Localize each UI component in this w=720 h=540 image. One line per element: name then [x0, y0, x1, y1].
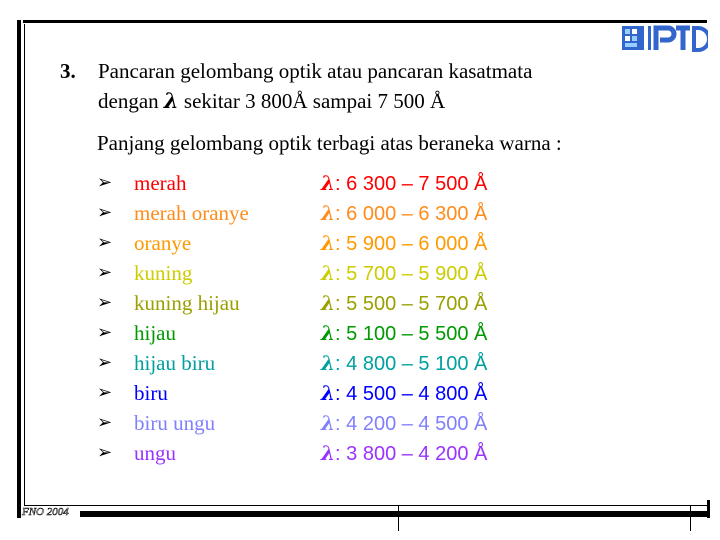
frame-left-line	[17, 20, 21, 518]
wavelength-range	[321, 408, 487, 439]
color-name: biru	[134, 381, 168, 405]
heading-line-1	[60, 56, 532, 86]
logo-icon	[620, 22, 708, 54]
frame-left-thin-line	[24, 24, 25, 506]
wavelength-range-text: : 5 500 – 5 700 Å	[335, 293, 488, 315]
color-range-item	[97, 378, 657, 408]
frame-top-line	[23, 20, 707, 23]
heading-number: 3.	[60, 59, 76, 83]
arrow-bullet-icon: ➢	[97, 322, 113, 343]
wavelength-range	[321, 318, 487, 349]
color-name: oranye	[134, 231, 192, 255]
lambda-symbol: λ	[163, 88, 179, 113]
wavelength-range-text: : 6 000 – 6 300 Å	[335, 203, 488, 225]
wavelength-range	[321, 348, 487, 379]
frame-bottom-line	[80, 511, 710, 517]
arrow-bullet-icon: ➢	[97, 412, 113, 433]
lambda-symbol: λ	[321, 351, 336, 375]
color-range-item	[97, 288, 657, 318]
color-range-item	[97, 348, 657, 378]
color-range-item	[97, 168, 657, 198]
wavelength-range-text: : 4 200 – 4 500 Å	[335, 413, 488, 435]
heading-line-2-prefix: dengan	[98, 89, 159, 113]
lambda-symbol: λ	[321, 201, 336, 225]
lambda-symbol: λ	[321, 261, 336, 285]
lambda-symbol: λ	[321, 231, 336, 255]
color-range-item	[97, 408, 657, 438]
frame-tick-mid	[398, 505, 399, 531]
color-range-item	[97, 438, 657, 468]
color-name: hijau	[134, 321, 176, 345]
arrow-bullet-icon: ➢	[97, 172, 113, 193]
heading	[60, 56, 532, 116]
wavelength-range-text: : 5 100 – 5 500 Å	[335, 323, 488, 345]
frame-tick-right	[690, 505, 691, 531]
wavelength-range-text: : 6 300 – 7 500 Å	[335, 173, 488, 195]
arrow-bullet-icon: ➢	[97, 262, 113, 283]
lambda-symbol: λ	[321, 441, 336, 465]
arrow-bullet-icon: ➢	[97, 352, 113, 373]
arrow-bullet-icon: ➢	[97, 232, 113, 253]
intro-text: Panjang gelombang optik terbagi atas beraneka warna :	[97, 131, 562, 155]
frame-right-tick	[707, 500, 710, 518]
color-range-item	[97, 228, 657, 258]
color-name: biru ungu	[134, 411, 216, 435]
heading-line-1-text: Pancaran gelombang optik atau pancaran kasatmata	[98, 59, 533, 83]
lambda-symbol: λ	[321, 321, 336, 345]
arrow-bullet-icon: ➢	[97, 442, 113, 463]
wavelength-range	[321, 438, 487, 469]
wavelength-range-text: : 3 800 – 4 200 Å	[335, 443, 488, 465]
color-name: merah	[134, 171, 187, 195]
color-range-item	[97, 198, 657, 228]
arrow-bullet-icon: ➢	[97, 382, 113, 403]
wavelength-range	[321, 378, 487, 409]
wavelength-range	[321, 228, 487, 259]
heading-line-2	[60, 86, 532, 116]
arrow-bullet-icon: ➢	[97, 202, 113, 223]
heading-line-2-suffix: sekitar 3 800Å sampai 7 500 Å	[183, 89, 446, 113]
lambda-symbol: λ	[321, 171, 336, 195]
color-name: hijau biru	[134, 351, 216, 375]
wavelength-range-text: : 5 700 – 5 900 Å	[335, 263, 488, 285]
color-name: kuning	[134, 261, 193, 285]
frame-bottom-thin-line	[24, 505, 708, 506]
wavelength-range	[321, 168, 487, 199]
wavelength-range	[321, 198, 487, 229]
wavelength-range-text: : 5 900 – 6 000 Å	[335, 233, 488, 255]
arrow-bullet-icon: ➢	[97, 292, 113, 313]
wavelength-range	[321, 288, 487, 319]
color-range-list	[97, 168, 657, 468]
color-name: ungu	[134, 441, 176, 465]
lambda-symbol: λ	[321, 291, 336, 315]
lambda-symbol: λ	[321, 381, 336, 405]
footer-text: FNO 2004	[22, 506, 69, 518]
wavelength-range-text: : 4 800 – 5 100 Å	[335, 353, 488, 375]
color-name: kuning hijau	[134, 291, 240, 315]
wavelength-range-text: : 4 500 – 4 800 Å	[335, 383, 488, 405]
color-range-item	[97, 318, 657, 348]
color-name: merah oranye	[134, 201, 249, 225]
lambda-symbol: λ	[321, 411, 336, 435]
color-range-item	[97, 258, 657, 288]
wavelength-range	[321, 258, 487, 289]
